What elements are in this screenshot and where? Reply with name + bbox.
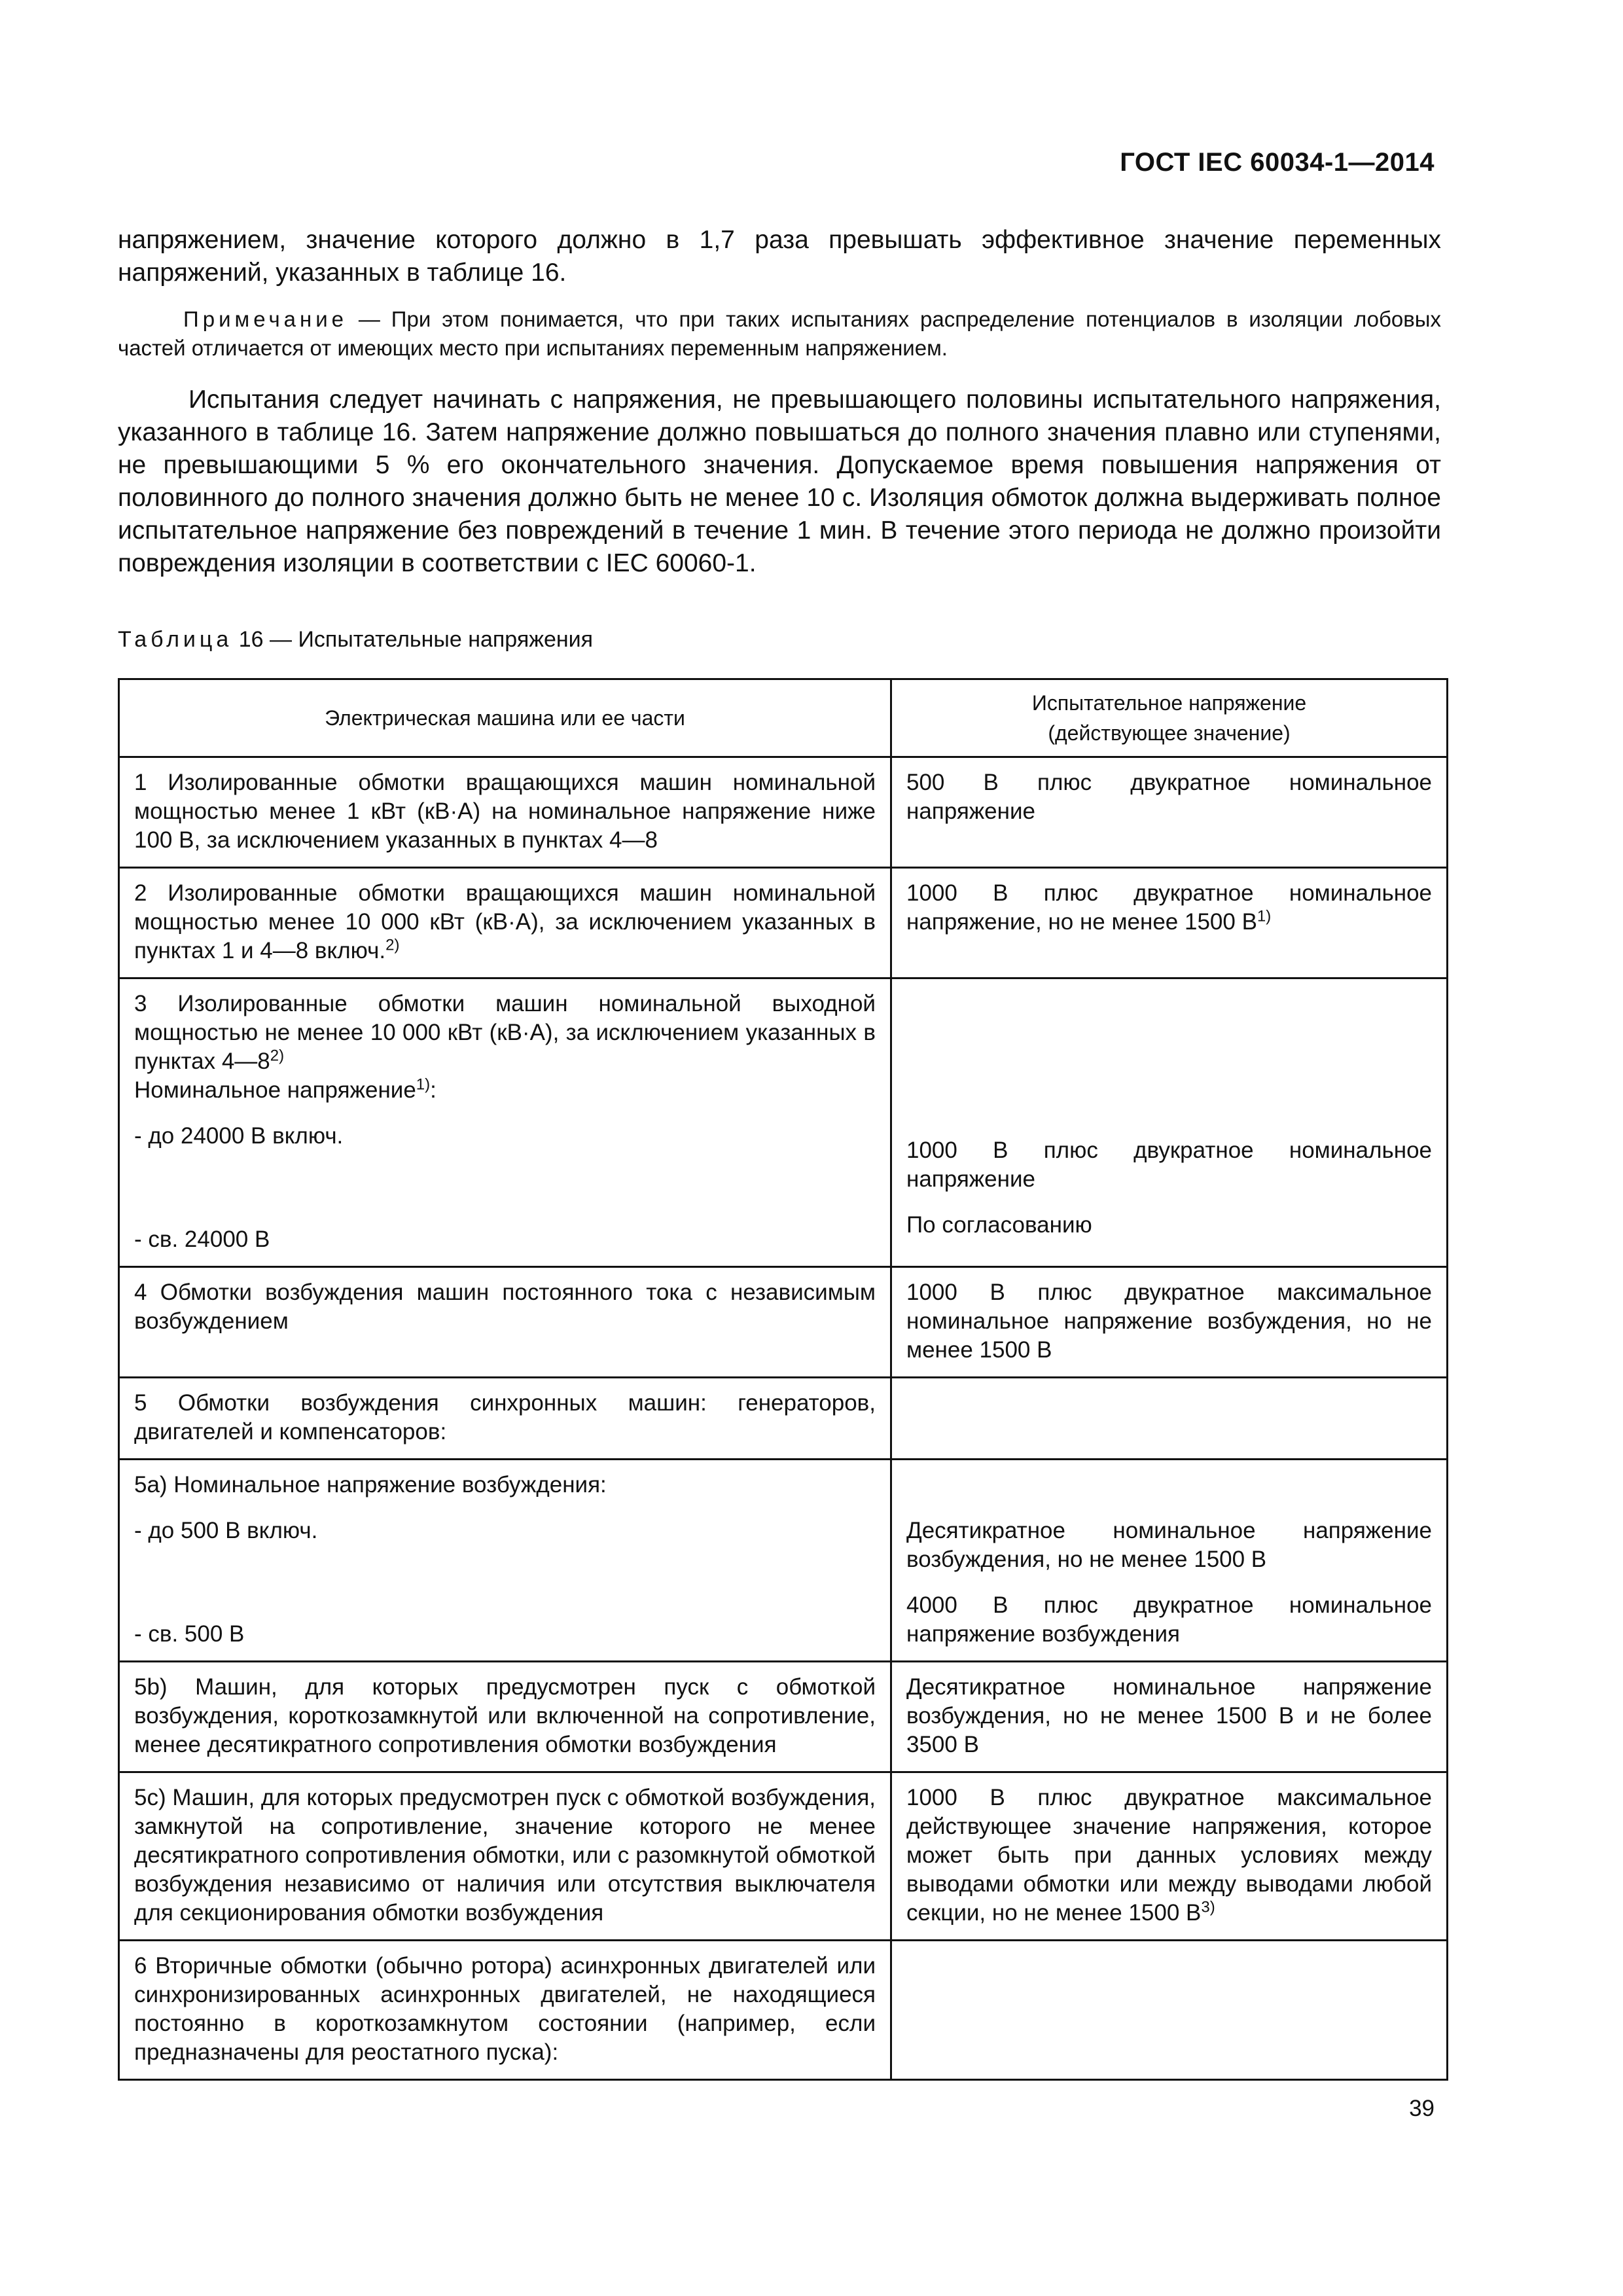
note-text: — При этом понимается, что при таких испытаниях распределение потенциалов в изоляции лобовых частей отличается от имеющих место при испытаниях переменным напряжением. xyxy=(118,307,1441,360)
header-test-voltage xyxy=(891,679,1448,757)
test-voltage-table xyxy=(118,678,1448,2081)
table-caption-text: 16 — Испытательные напряжения xyxy=(232,627,594,652)
table-row xyxy=(119,1941,1448,2080)
row-4-machine: 4 Обмотки возбуждения машин постоянного тока с независимым возбуждением xyxy=(119,1267,891,1378)
header-test-voltage-line2: (действующее значение) xyxy=(1048,721,1291,745)
row-2-machine xyxy=(119,868,891,978)
row-3-sub-b-value: По согласованию xyxy=(906,1212,1092,1238)
table-row xyxy=(119,868,1448,978)
table-row xyxy=(119,1662,1448,1772)
row-3-colon: : xyxy=(430,1077,437,1103)
row-3-sub-a: - до 24000 В включ. xyxy=(134,1123,344,1149)
table-row xyxy=(119,1267,1448,1378)
row-5a-title: 5a) Номинальное напряжение возбуждения: xyxy=(134,1472,607,1498)
row-5-machine: 5 Обмотки возбуждения синхронных машин: генераторов, двигателей и компенсаторов: xyxy=(119,1378,891,1460)
row-5b-machine: 5b) Машин, для которых предусмотрен пуск с обмоткой возбуждения, короткозамкнутой или включенной на сопротивление, менее десятикратного сопротивления обмотки возбуждения xyxy=(119,1662,891,1772)
row-5a-machine xyxy=(119,1460,891,1662)
row-3-rated-voltage xyxy=(134,1076,876,1105)
row-5a-sub-a: - до 500 В включ. xyxy=(134,1518,318,1543)
row-5a-sub-a-value: Десятикратное номинальное напряжение возбуждения, но не менее 1500 В xyxy=(906,1518,1432,1572)
table-row xyxy=(119,1460,1448,1662)
page-number: 39 xyxy=(1409,2096,1435,2121)
table-row xyxy=(119,978,1448,1267)
row-5a-sub-b-value: 4000 В плюс двукратное номинальное напряжение возбуждения xyxy=(906,1592,1432,1647)
row-3-rated-voltage-label: Номинальное напряжение xyxy=(134,1077,416,1103)
row-3-machine-main: 3 Изолированные обмотки машин номинальной выходной мощностью не менее 10 000 кВт (кВ·А), за исключением указанных в пунктах 4—8 xyxy=(134,991,876,1074)
header-test-voltage-line1: Испытательное напряжение xyxy=(1031,691,1307,715)
row-2-machine-text: 2 Изолированные обмотки вращающихся машин номинальной мощностью менее 10 000 кВт (кВ·А), за исключением указанных в пунктах 1 и 4—8 включ. xyxy=(134,880,876,963)
footnote-ref: 2) xyxy=(270,1047,285,1065)
table-row xyxy=(119,1378,1448,1460)
note xyxy=(118,305,1441,363)
row-3-voltage xyxy=(891,978,1448,1267)
table-caption xyxy=(118,627,593,653)
row-6-machine: 6 Вторичные обмотки (обычно ротора) асинхронных двигателей или синхронизированных асинхронных двигателей, не находящиеся постоянно в короткозамкнутом состоянии (например, если предназначены для реостатного пуска): xyxy=(119,1941,891,2080)
row-5b-voltage: Десятикратное номинальное напряжение возбуждения, но не менее 1500 В и не более 3500 В xyxy=(891,1662,1448,1772)
paragraph-test-procedure: Испытания следует начинать с напряжения, не превышающего половины испытательного напряжения, указанного в таблице 16. Затем напряжение должно повышаться до полного значения плавно или ступенями, не превышающими 5 % его окончательного значения. Допускаемое время повышения напряжения от половинного до полного значения должно быть не менее 10 с. Изоляция обмоток должна выдерживать полное испытательное напряжение без повреждений в течение 1 мин. В течение этого периода не должно произойти повреждения изоляции в соответствии с IEC 60060-1. xyxy=(118,386,1441,577)
row-3-machine-text xyxy=(134,990,876,1076)
row-4-voltage: 1000 В плюс двукратное максимальное номинальное напряжение возбуждения, но не менее 1500 В xyxy=(891,1267,1448,1378)
row-5-voltage xyxy=(891,1378,1448,1460)
row-5c-machine: 5c) Машин, для которых предусмотрен пуск с обмоткой возбуждения, замкнутой на сопротивление, значение которого не менее десятикратного сопротивления обмотки, или с разомкнутой обмоткой возбуждения независимо от наличия или отсутствия выключателя для секционирования обмотки возбуждения xyxy=(119,1772,891,1941)
table-row xyxy=(119,757,1448,868)
row-5c-voltage-text: 1000 В плюс двукратное максимальное действующее значение напряжения, которое может быть при данных условиях между выводами обмотки или между выводами любой секции, но не менее 1500 В xyxy=(906,1785,1432,1926)
note-label: Примечание xyxy=(183,307,348,331)
footnote-ref: 2) xyxy=(385,936,400,954)
row-1-machine: 1 Изолированные обмотки вращающихся машин номинальной мощностью менее 1 кВт (кВ·А) на номинальное напряжение ниже 100 В, за исключением указанных в пунктах 4—8 xyxy=(119,757,891,868)
row-3-machine xyxy=(119,978,891,1267)
row-6-voltage xyxy=(891,1941,1448,2080)
row-1-voltage: 500 В плюс двукратное номинальное напряжение xyxy=(891,757,1448,868)
row-3-sub-a-value: 1000 В плюс двукратное номинальное напряжение xyxy=(906,1138,1432,1192)
row-5a-voltage xyxy=(891,1460,1448,1662)
footnote-ref: 1) xyxy=(416,1075,431,1094)
paragraph-continuation: напряжением, значение которого должно в 1,7 раза превышать эффективное значение переменных напряжений, указанных в таблице 16. xyxy=(118,226,1441,287)
row-2-voltage xyxy=(891,868,1448,978)
footnote-ref: 1) xyxy=(1257,907,1272,925)
table-header-row xyxy=(119,679,1448,757)
row-2-voltage-text: 1000 В плюс двукратное номинальное напряжение, но не менее 1500 В xyxy=(906,880,1432,935)
footnote-ref: 3) xyxy=(1201,1898,1215,1916)
row-5a-sub-b: - св. 500 В xyxy=(134,1621,245,1647)
header-machine-parts: Электрическая машина или ее части xyxy=(119,679,891,757)
row-5c-voltage xyxy=(891,1772,1448,1941)
document-code: ГОСТ IEC 60034-1—2014 xyxy=(1120,148,1435,177)
row-3-sub-b: - св. 24000 В xyxy=(134,1227,270,1252)
table-row xyxy=(119,1772,1448,1941)
table-caption-label: Таблица xyxy=(118,627,233,652)
